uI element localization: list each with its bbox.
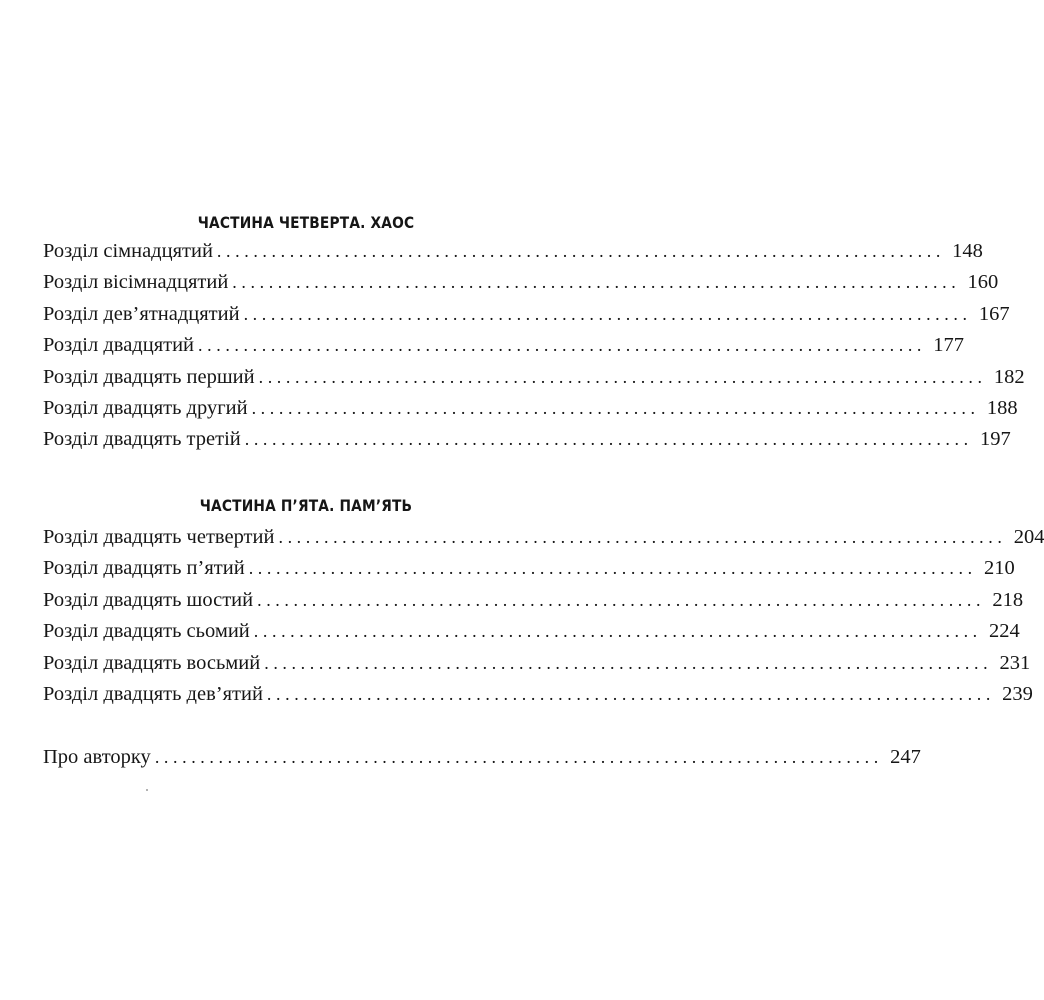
part-four-heading: ЧАСТИНА ЧЕТВЕРТА. ХАОС	[197, 213, 415, 232]
dot-leader: ................................................................................	[253, 621, 982, 642]
toc-entry	[43, 424, 1011, 455]
page-number: 177	[933, 334, 965, 357]
page-number: 239	[1002, 682, 1033, 705]
toc-entry	[43, 299, 1010, 330]
chapter-title: Розділ дев’ятнадцятий	[43, 302, 240, 325]
dot-leader: ................................................................................	[258, 366, 987, 387]
page-number: 188	[986, 396, 1018, 419]
page-number: 224	[989, 620, 1020, 643]
chapter-title: Розділ двадцять шостий	[43, 588, 254, 611]
page-number: 204	[1013, 526, 1044, 548]
part-five-toc	[43, 522, 1044, 710]
chapter-title: Розділ сімнадцятий	[43, 240, 213, 262]
dot-leader: ................................................................................	[198, 335, 927, 356]
dot-leader: ................................................................................	[154, 747, 883, 767]
toc-entry	[43, 742, 921, 773]
page-number: 160	[967, 271, 999, 294]
dot-leader: ................................................................................	[257, 589, 986, 610]
chapter-title: Про авторку	[43, 746, 151, 768]
page-number: 210	[983, 557, 1015, 580]
page-number: 218	[992, 588, 1024, 611]
toc-entry	[43, 585, 1024, 616]
paper-speck	[146, 789, 148, 791]
page-number: 197	[979, 428, 1011, 451]
dot-leader: ................................................................................	[248, 558, 977, 579]
page-number: 182	[993, 365, 1025, 388]
dot-leader: ................................................................................	[278, 527, 1007, 547]
dot-leader: ................................................................................	[251, 397, 980, 418]
dot-leader: ................................................................................	[243, 303, 972, 324]
toc-entry	[43, 679, 1033, 710]
chapter-title: Розділ двадцять п’ятий	[43, 557, 245, 580]
toc-entry	[43, 236, 983, 267]
part-four-toc	[43, 236, 1025, 456]
toc-entry	[43, 362, 1025, 393]
dot-leader: ................................................................................	[266, 683, 995, 704]
dot-leader: ................................................................................	[264, 652, 993, 673]
dot-leader: ................................................................................	[232, 272, 961, 293]
toc-entry	[43, 616, 1020, 647]
chapter-title: Розділ двадцять четвертий	[43, 526, 275, 548]
chapter-title: Розділ вісімнадцятий	[43, 271, 229, 294]
toc-entry	[43, 648, 1031, 679]
page-number: 231	[999, 651, 1031, 674]
page-number: 148	[952, 240, 983, 262]
toc-entry	[43, 267, 999, 298]
chapter-title: Розділ двадцять перший	[43, 365, 255, 388]
chapter-title: Розділ двадцять сьомий	[43, 620, 250, 643]
chapter-title: Розділ двадцятий	[43, 334, 195, 357]
chapter-title: Розділ двадцять дев’ятий	[43, 682, 263, 705]
toc-entry	[43, 553, 1015, 584]
chapter-title: Розділ двадцять третій	[43, 428, 241, 451]
toc-entry	[43, 522, 1044, 553]
dot-leader: ................................................................................	[216, 241, 945, 261]
chapter-title: Розділ двадцять восьмий	[43, 651, 261, 674]
toc-entry	[43, 330, 965, 361]
page-number: 167	[978, 302, 1010, 325]
part-five-heading: ЧАСТИНА П’ЯТА. ПАМ’ЯТЬ	[199, 496, 413, 515]
dot-leader: ................................................................................	[244, 429, 973, 450]
back-matter-toc	[43, 742, 921, 773]
page-number: 247	[890, 746, 921, 768]
toc-entry	[43, 393, 1018, 424]
chapter-title: Розділ двадцять другий	[43, 396, 248, 419]
